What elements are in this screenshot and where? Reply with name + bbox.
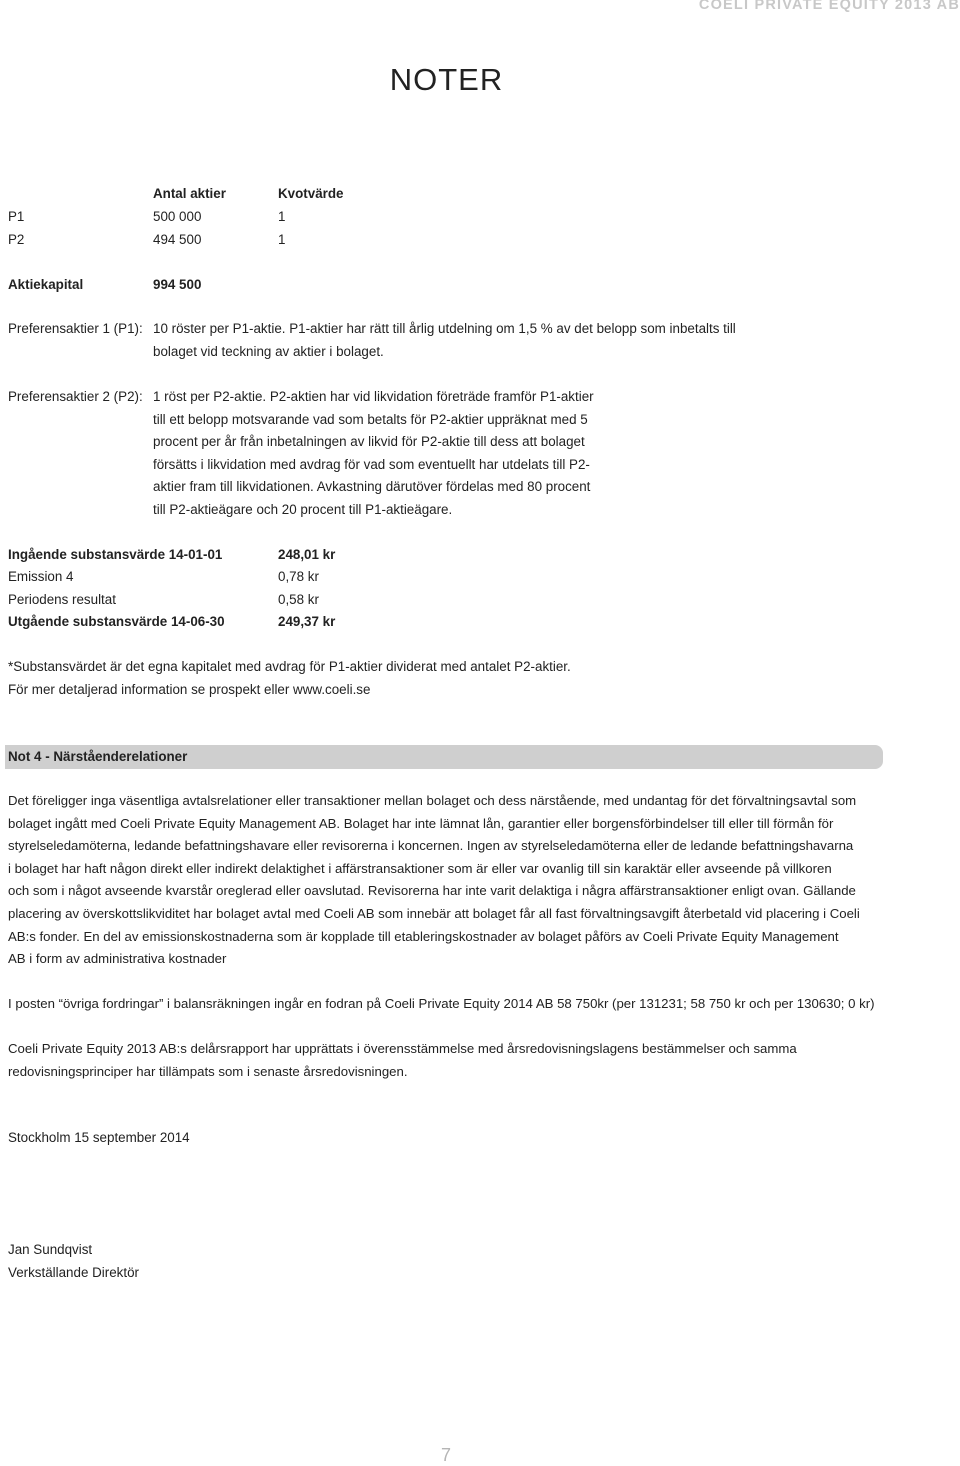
note4-line: AB:s fonder. En del av emissionskostnaderna som är kopplade till etableringskostnader av bolaget påförs av Coeli Private Equity Management	[8, 928, 839, 944]
preference-text-line: 1 röst per P2-aktie. P2-aktien har vid likvidation företräde framför P1-aktier	[153, 389, 594, 404]
row-quota: 1	[278, 232, 286, 247]
row-quota: 1	[278, 209, 286, 224]
note4-line: AB i form av administrativa kostnader	[8, 951, 227, 967]
note4-line: och som i något avseende kvarstår oreglerad eller oavslutad. Revisorerna har inte varit delaktiga i några affärstransaktioner enligt ovan. Gällande	[8, 883, 856, 899]
col-header-kvotvarde: Kvotvärde	[278, 186, 344, 201]
row-label: P1	[8, 209, 25, 224]
nav-value: 248,01 kr	[278, 547, 336, 562]
preference-text-line: till ett belopp motsvarande vad som betalts för P2-aktier uppräknat med 5	[153, 411, 588, 427]
note4-line: styrelseledamöterna, ledande befattningshavare eller revisorerna i koncernen. Ingen av styrelseledamöterna eller de ledande befattningshavarna	[8, 838, 854, 854]
note4-line: Coeli Private Equity 2013 AB:s delårsrapport har upprättats i överensstämmelse med årsredovisningslagens bestämmelser och samma	[8, 1041, 797, 1056]
capital-label: Aktiekapital	[8, 277, 84, 292]
note4-compliance-paragraph	[8, 1038, 797, 1083]
note4-heading-bar	[5, 745, 883, 769]
note4-paragraph	[8, 790, 860, 971]
note4-line: i bolaget har haft någon direkt eller indirekt delaktighet i affärstransaktioner som är eller var ovanlig till sin karaktär eller avseende på villkoren	[8, 860, 832, 876]
footnote-line: *Substansvärdet är det egna kapitalet med avdrag för P1-aktier dividerat med antalet P2-aktier.	[8, 659, 571, 674]
note4-line: redovisningsprinciper har tillämpats som i senaste årsredovisningen.	[8, 1063, 408, 1079]
nav-label: Utgående substansvärde 14-06-30	[8, 614, 225, 629]
note4-line: placering av överskottslikviditet har bolaget avtal med Coeli AB som innebär att bolaget får all fast förvaltningsavgift återbetald vid placering i Coeli	[8, 905, 860, 921]
preference-text-line: 10 röster per P1-aktie. P1-aktier har rätt till årlig utdelning om 1,5 % av det belopp som inbetalts till	[153, 321, 736, 336]
preference-text-line: försätts i likvidation med avdrag för vad som eventuellt har utdelats till P2-	[153, 456, 590, 472]
row-count: 500 000	[153, 209, 202, 224]
preference-text-line: till P2-aktieägare och 20 procent till P1-aktieägare.	[153, 501, 453, 517]
note4-receivables-paragraph: I posten “övriga fordringar” i balansräkningen ingår en fodran på Coeli Private Equity 2014 AB 58 750kr (per 131231; 58 750 kr och per 130630; 0 kr)	[8, 996, 875, 1011]
capital-value: 994 500	[153, 277, 202, 292]
row-label: P2	[8, 232, 25, 247]
running-header: COELI PRIVATE EQUITY 2013 AB	[698, 0, 960, 13]
preference-text-line: bolaget vid teckning av aktier i bolaget.	[153, 343, 384, 359]
preference-label: Preferensaktier 2 (P2):	[8, 389, 143, 404]
signatory-role: Verkställande Direktör	[8, 1265, 139, 1280]
note4-line: Det föreligger inga väsentliga avtalsrelationer eller transaktioner mellan bolaget och dess närstående, med undantag för det förvaltningsavtal som	[8, 793, 857, 808]
page-number: 7	[441, 1445, 452, 1465]
nav-label: Emission 4	[8, 569, 74, 584]
nav-value: 249,37 kr	[278, 614, 336, 629]
signatory-name: Jan Sundqvist	[8, 1242, 93, 1257]
nav-value: 0,58 kr	[278, 592, 319, 607]
page-title: NOTER	[389, 62, 504, 97]
footnote	[8, 656, 571, 701]
nav-label: Periodens resultat	[8, 592, 116, 607]
note4-heading: Not 4 - Närståenderelationer	[8, 749, 188, 764]
preference-text-line: procent per år från inbetalningen av likvid för P2-aktie till dess att bolaget	[153, 434, 585, 450]
col-header-antal: Antal aktier	[153, 186, 226, 201]
place-date: Stockholm 15 september 2014	[8, 1130, 190, 1145]
footnote-line: För mer detaljerad information se prospekt eller www.coeli.se	[8, 681, 371, 697]
nav-label: Ingående substansvärde 14-01-01	[8, 547, 223, 562]
row-count: 494 500	[153, 232, 202, 247]
preference-text-line: aktier fram till likvidationen. Avkastning därutöver fördelas med 80 procent	[153, 479, 591, 495]
preference-label: Preferensaktier 1 (P1):	[8, 321, 143, 336]
note4-line: bolaget ingått med Coeli Private Equity Management AB. Bolaget har inte lämnat lån, garantier eller borgensförbindelser till eller till förmån för	[8, 815, 834, 831]
nav-value: 0,78 kr	[278, 569, 319, 584]
